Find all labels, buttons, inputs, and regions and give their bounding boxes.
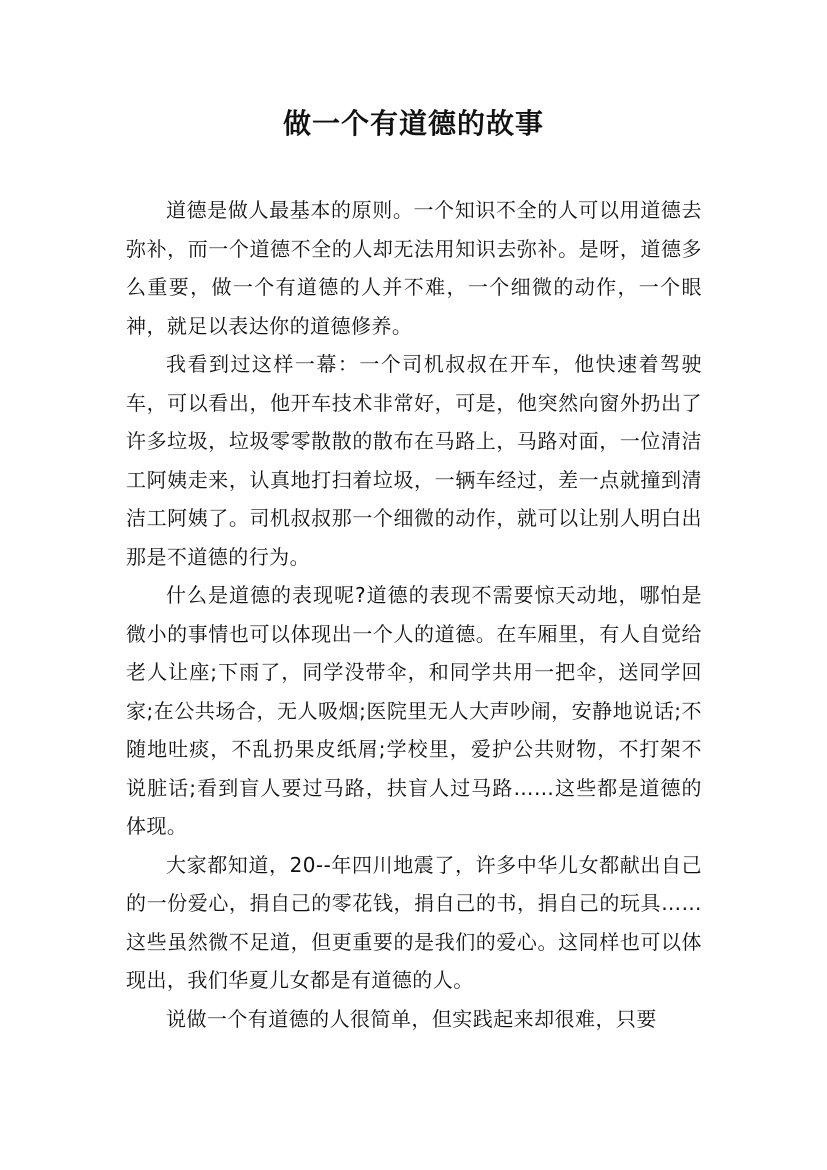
document-body: [126, 191, 702, 1038]
paragraph-2: 我看到过这样一幕：一个司机叔叔在开车，他快速着驾驶车，可以看出，他开车技术非常好，可是，他突然向窗外扔出了许多垃圾，垃圾零零散散的散布在马路上，马路对面，一位清洁工阿姨走来，认真地打扫着垃圾，一辆车经过，差一点就撞到清洁工阿姨了。司机叔叔那一个细微的动作，就可以让别人明白出那是不道德的行为。: [126, 352, 702, 569]
paragraph-4: 大家都知道，20--年四川地震了，许多中华儿女都献出自己的一份爱心，捐自己的零花钱，捐自己的书，捐自己的玩具……这些虽然微不足道，但更重要的是我们的爱心。这同样也可以体现出，我们华夏儿女都是有道德的人。: [126, 852, 702, 992]
document-title: 做一个有道德的故事: [282, 107, 544, 140]
paragraph-3: 什么是道德的表现呢?道德的表现不需要惊天动地，哪怕是微小的事情也可以体现出一个人的道德。在车厢里，有人自觉给老人让座;下雨了，同学没带伞，和同学共用一把伞，送同学回家;在公共场合，无人吸烟;医院里无人大声吵闹，安静地说话;不随地吐痰，不乱扔果皮纸屑;学校里，爱护公共财物，不打架不说脏话;看到盲人要过马路，扶盲人过马路……这些都是道德的体现。: [126, 583, 702, 838]
paragraph-5: 说做一个有道德的人很简单，但实践起来却很难，只要: [166, 1006, 657, 1031]
paragraph-1: 道德是做人最基本的原则。一个知识不全的人可以用道德去弥补，而一个道德不全的人却无法用知识去弥补。是呀，道德多么重要，做一个有道德的人并不难，一个细微的动作，一个眼神，就足以表达你的道德修养。: [126, 198, 702, 338]
